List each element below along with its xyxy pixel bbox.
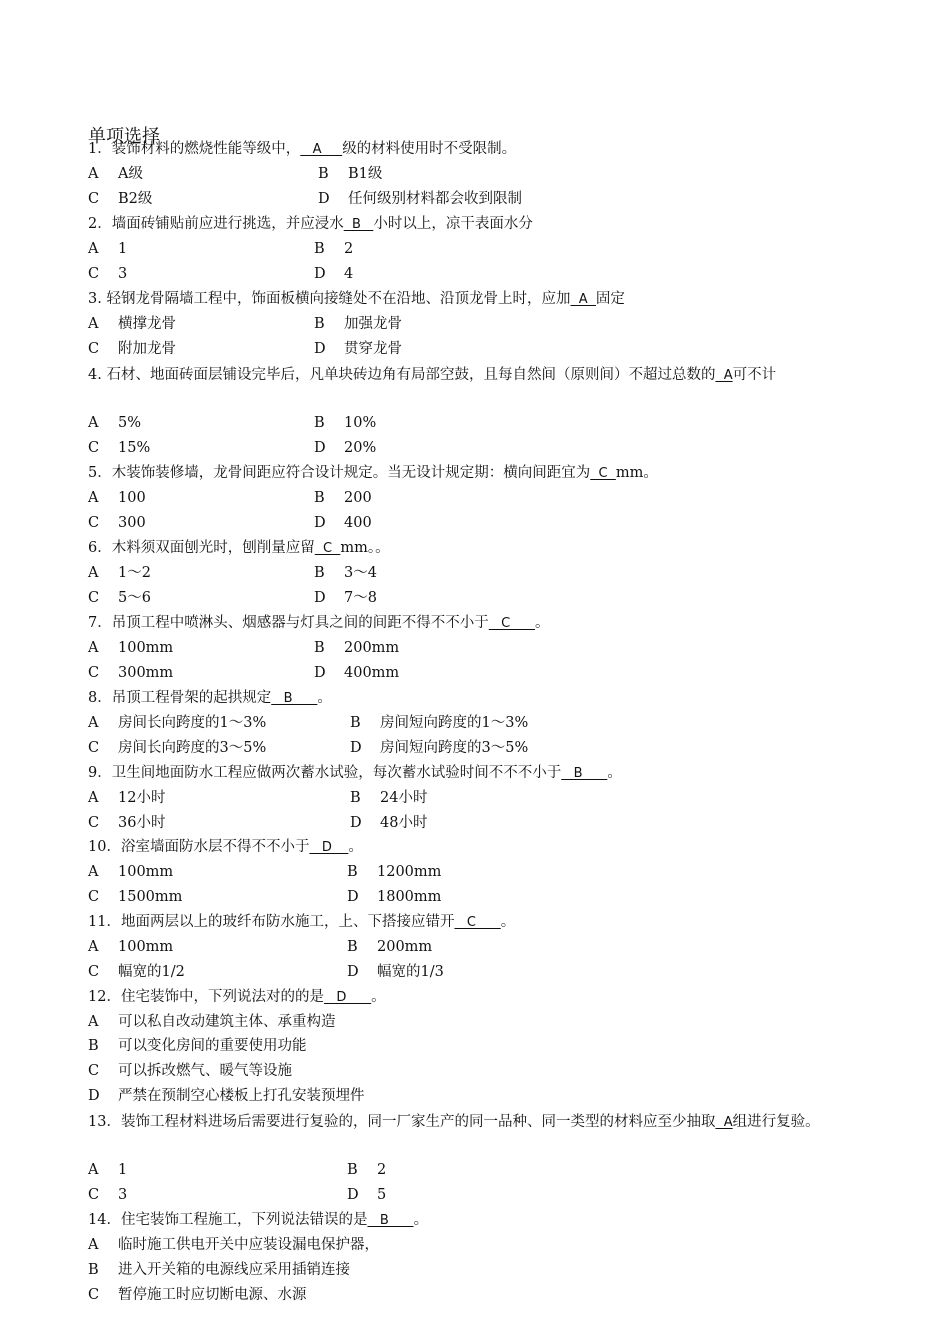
question-text: 11．地面两层以上的玻纤布防水施工，上、下搭接应错开 [88,914,455,930]
option-text: 300 [118,515,146,531]
option-letter: D [350,740,362,756]
question-14 [88,1209,428,1232]
answer-blank: C [314,541,341,556]
option-text: 附加龙骨 [118,341,176,357]
option-letter: B [314,415,325,431]
option-letter: C [88,740,100,756]
option-text: 房间短向跨度的1～3% [380,715,529,731]
option-text: 1500mm [118,889,183,905]
option-text: 暂停施工时应切断电源、水源 [118,1287,307,1303]
option-letter: C [88,191,100,207]
option-text: B1级 [348,166,383,182]
question-8 [88,687,332,710]
option-text: 加强龙骨 [344,316,402,332]
option-letter: C [88,889,100,905]
option-letter: C [88,1287,100,1303]
option-text: 房间短向跨度的3～5% [380,740,529,756]
option-text: 100 [118,490,146,506]
question-12 [88,986,386,1009]
question-suffix: 固定 [595,291,625,307]
option-letter: C [88,964,100,980]
option-letter: C [88,440,100,456]
option-text: 任何级别材料都会收到限制 [348,191,522,207]
option-letter: C [88,1063,100,1079]
option-letter: B [347,864,358,880]
option-letter: D [314,665,326,681]
question-suffix: 级的材料使用时不受限制。 [342,141,517,157]
question-text: 12．住宅装饰中，下列说法对的的是 [88,989,324,1005]
option-letter: A [88,1162,99,1178]
option-text: 400mm [344,665,400,681]
option-text: 100mm [118,864,174,880]
option-letter: A [88,490,99,506]
option-letter: B [314,316,325,332]
option-text: 1200mm [377,864,442,880]
option-letter: B [318,166,329,182]
answer-blank: C [454,915,501,930]
answer-blank: B [367,1213,414,1228]
question-text: 14．住宅装饰工程施工，下列说法错误的是 [88,1212,368,1228]
answer-blank: D [309,840,349,855]
question-suffix: 。 [371,989,386,1005]
question-suffix: 。 [500,914,516,930]
question-6 [88,537,390,560]
option-letter: C [88,515,100,531]
option-letter: D [347,889,359,905]
question-13 [88,1110,858,1135]
question-3 [88,288,625,311]
option-letter: B [347,939,358,955]
answer-blank: A [715,368,733,383]
question-suffix: 。 [607,765,622,781]
option-letter: D [314,266,326,282]
option-text: 48小时 [380,815,428,831]
question-4 [88,363,858,388]
question-text: 9．卫生间地面防水工程应做两次蓄水试验，每次蓄水试验时间不不不小于 [88,765,562,781]
option-text: 5% [118,415,142,431]
option-letter: C [88,341,100,357]
option-text: 10% [344,415,377,431]
option-letter: D [88,1088,100,1104]
question-7 [88,612,550,635]
question-2 [88,213,533,236]
option-text: B2级 [118,191,153,207]
question-suffix: mm。 [615,465,658,481]
question-suffix: 可不计 [732,367,777,383]
question-text: 7．吊顶工程中喷淋头、烟感器与灯具之间的间距不得不不小于 [88,615,489,631]
answer-blank: D [323,990,372,1005]
option-letter: A [88,241,99,257]
option-letter: B [347,1162,358,1178]
question-suffix: 。 [413,1212,429,1228]
option-letter: C [88,1187,100,1203]
option-text: 贯穿龙骨 [344,341,402,357]
question-text: 5．木装饰装修墙，龙骨间距应符合设计规定。当无设计规定期：横向间距宜为 [88,465,591,481]
question-10 [88,836,363,859]
option-letter: B [314,241,325,257]
question-text: 6．木料须双面刨光时，刨削量应留 [88,540,315,556]
option-letter: B [350,715,361,731]
option-text: 幅宽的1/2 [118,964,185,980]
option-text: 可以拆改燃气、暖气等设施 [118,1063,292,1079]
answer-blank: B [561,766,608,781]
answer-blank: C [590,466,616,481]
option-text: 100mm [118,939,174,955]
option-text: 严禁在预制空心楼板上打孔安装预埋件 [118,1088,365,1104]
option-letter: B [314,640,325,656]
answer-blank: B [343,217,374,232]
option-text: 5～6 [118,590,151,606]
question-1 [88,138,516,161]
answer-blank: A [300,142,343,157]
option-letter: A [88,640,99,656]
option-text: 1 [118,1162,128,1178]
option-letter: D [314,440,326,456]
option-letter: A [88,166,99,182]
question-text: 1．装饰材料的燃烧性能等级中， [88,141,301,157]
option-letter: D [314,515,326,531]
option-text: 15% [118,440,151,456]
question-text: 4. 石材、地面砖面层铺设完毕后，凡单块砖边角有局部空鼓，且每自然间（原则间）不超过总数的 [88,367,716,383]
option-text: 4 [344,266,354,282]
option-text: 5 [377,1187,387,1203]
option-letter: A [88,939,99,955]
question-text: 8．吊顶工程骨架的起拱规定 [88,690,272,706]
option-letter: D [318,191,330,207]
option-text: 房间长向跨度的3～5% [118,740,267,756]
option-text: 1 [118,241,128,257]
option-text: 200mm [344,640,400,656]
option-text: 200 [344,490,372,506]
option-text: 36小时 [118,815,166,831]
option-letter: C [88,266,100,282]
option-text: 100mm [118,640,174,656]
option-text: 横撑龙骨 [118,316,176,332]
question-text: 2．墙面砖铺贴前应进行挑选，并应浸水 [88,216,344,232]
question-suffix: 。 [317,690,332,706]
option-letter: D [347,964,359,980]
option-letter: B [314,565,325,581]
option-text: 2 [344,241,354,257]
option-letter: A [88,316,99,332]
option-text: 1～2 [118,565,151,581]
option-letter: B [88,1038,99,1054]
option-letter: C [88,590,100,606]
option-letter: A [88,1014,99,1030]
option-letter: B [350,790,361,806]
option-text: 20% [344,440,377,456]
option-letter: C [88,815,100,831]
option-text: 1800mm [377,889,442,905]
answer-blank: C [488,616,536,631]
option-text: 幅宽的1/3 [377,964,444,980]
option-text: 3 [118,1187,128,1203]
question-suffix: 组进行复验。 [732,1114,820,1130]
option-letter: D [314,590,326,606]
option-text: 临时施工供电开关中应装设漏电保护器， [118,1237,379,1253]
question-text: 10．浴室墙面防水层不得不不小于 [88,839,310,855]
option-letter: A [88,1237,99,1253]
option-letter: A [88,415,99,431]
section-title: 单项选择 [88,126,160,147]
option-text: 进入开关箱的电源线应采用插销连接 [118,1262,350,1278]
question-text: 3. 轻钢龙骨隔墙工程中，饰面板横向接缝处不在沿地、沿顶龙骨上时，应加 [88,291,571,307]
option-letter: A [88,715,99,731]
question-11 [88,911,515,934]
option-letter: D [314,341,326,357]
option-text: A级 [118,166,143,182]
option-text: 7～8 [344,590,377,606]
question-suffix: 小时以上，凉干表面水分 [373,216,533,232]
option-text: 400 [344,515,372,531]
option-letter: C [88,665,100,681]
question-9 [88,762,622,785]
option-letter: A [88,565,99,581]
option-letter: A [88,790,99,806]
option-letter: A [88,864,99,880]
option-letter: B [314,490,325,506]
option-text: 12小时 [118,790,166,806]
question-suffix: mm。。 [340,540,390,556]
question-suffix: 。 [535,615,550,631]
option-letter: D [350,815,362,831]
option-text: 200mm [377,939,433,955]
answer-blank: B [271,691,318,706]
option-text: 可以私自改动建筑主体、承重构造 [118,1014,336,1030]
option-text: 房间长向跨度的1～3% [118,715,267,731]
option-letter: B [88,1262,99,1278]
option-text: 可以变化房间的重要使用功能 [118,1038,307,1054]
option-letter: D [347,1187,359,1203]
option-text: 3～4 [344,565,377,581]
question-suffix: 。 [348,839,363,855]
option-text: 3 [118,266,128,282]
question-5 [88,462,658,485]
answer-blank: A [570,292,596,307]
answer-blank: A [715,1115,733,1130]
question-text: 13．装饰工程材料进场后需要进行复验的，同一厂家生产的同一品种、同一类型的材料应至少抽取 [88,1114,716,1130]
option-text: 24小时 [380,790,428,806]
option-text: 2 [377,1162,387,1178]
option-text: 300mm [118,665,174,681]
